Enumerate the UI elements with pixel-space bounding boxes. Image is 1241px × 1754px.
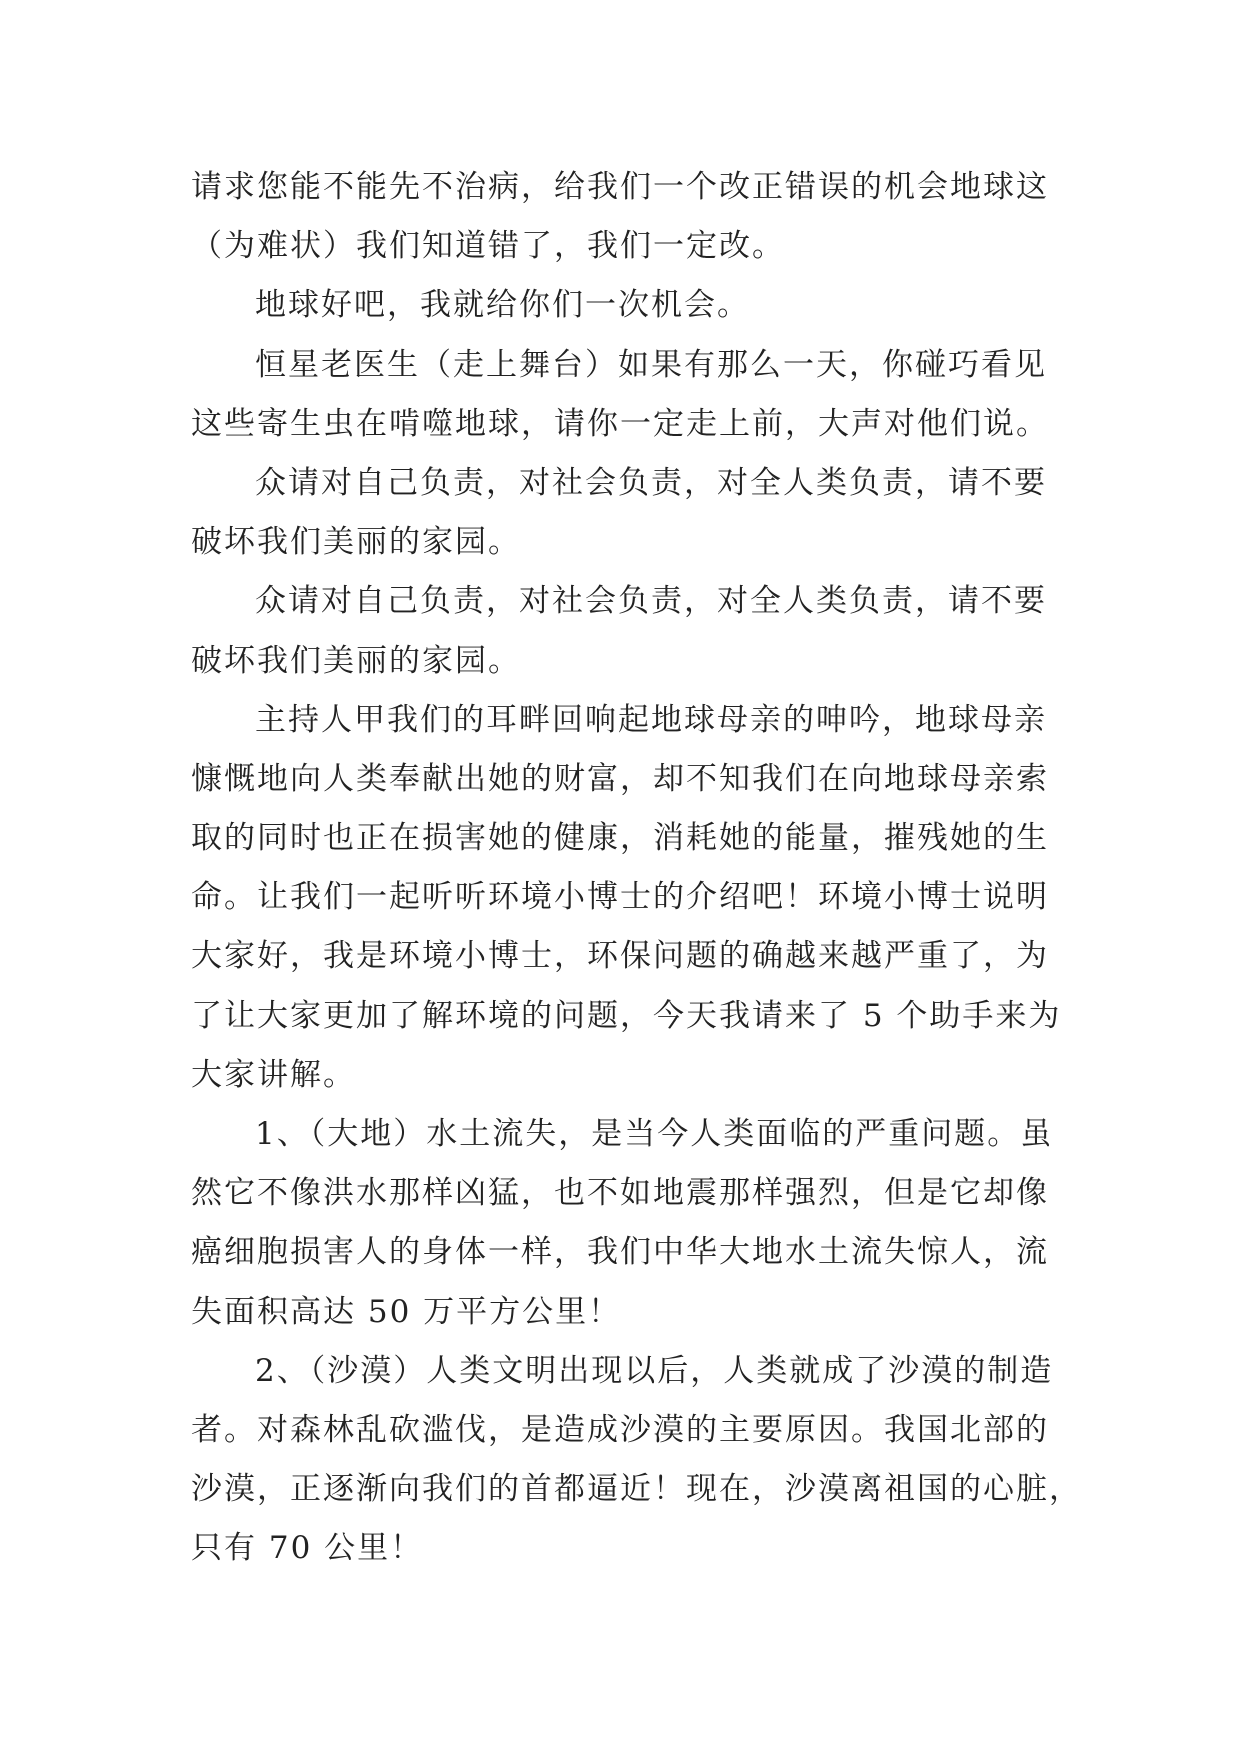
text-line: 这些寄生虫在啃噬地球，请你一定走上前，大声对他们说。 [191,405,1049,442]
text-line: 大家讲解。 [191,1056,356,1093]
document-body [191,158,1082,1579]
text-line: 取的同时也正在损害她的健康，消耗她的能量，摧残她的生 [191,820,1049,857]
text-line: 癌细胞损害人的身体一样，我们中华大地水土流失惊人，流 [191,1234,1049,1271]
text-line: 失面积高达 50 万平方公里！ [191,1293,622,1330]
text-line: 众请对自己负责，对社会负责，对全人类负责，请不要 [255,464,1047,501]
text-line: （为难状）我们知道错了，我们一定改。 [191,228,785,265]
text-line: 沙漠，正逐渐向我们的首都逼近！现在，沙漠离祖国的心脏， [191,1471,1082,1508]
text-line: 只有 70 公里！ [191,1530,424,1567]
text-line: 主持人甲我们的耳畔回响起地球母亲的呻吟，地球母亲 [255,701,1047,738]
text-line: 众请对自己负责，对社会负责，对全人类负责，请不要 [255,583,1047,620]
text-line: 大家好，我是环境小博士，环保问题的确越来越严重了，为 [191,938,1049,975]
text-line: 了让大家更加了解环境的问题，今天我请来了 5 个助手来为 [191,997,1062,1034]
text-line: 命。让我们一起听听环境小博士的介绍吧！环境小博士说明 [191,879,1049,916]
text-line: 请求您能不能先不治病，给我们一个改正错误的机会地球这 [191,169,1049,205]
text-line: 慷慨地向人类奉献出她的财富，却不知我们在向地球母亲索 [191,760,1049,797]
text-line: 2、（沙漠）人类文明出现以后，人类就成了沙漠的制造 [255,1352,1054,1389]
text-line: 地球好吧，我就给你们一次机会。 [255,287,750,324]
text-line: 然它不像洪水那样凶猛，也不如地震那样强烈，但是它却像 [191,1175,1049,1212]
text-line: 破坏我们美丽的家园。 [191,524,521,561]
text-line: 破坏我们美丽的家园。 [191,642,521,679]
text-line: 恒星老医生（走上舞台）如果有那么一天，你碰巧看见 [255,346,1047,383]
text-line: 1、（大地）水土流失，是当今人类面临的严重问题。虽 [255,1116,1054,1152]
text-line: 者。对森林乱砍滥伐，是造成沙漠的主要原因。我国北部的 [191,1411,1049,1448]
